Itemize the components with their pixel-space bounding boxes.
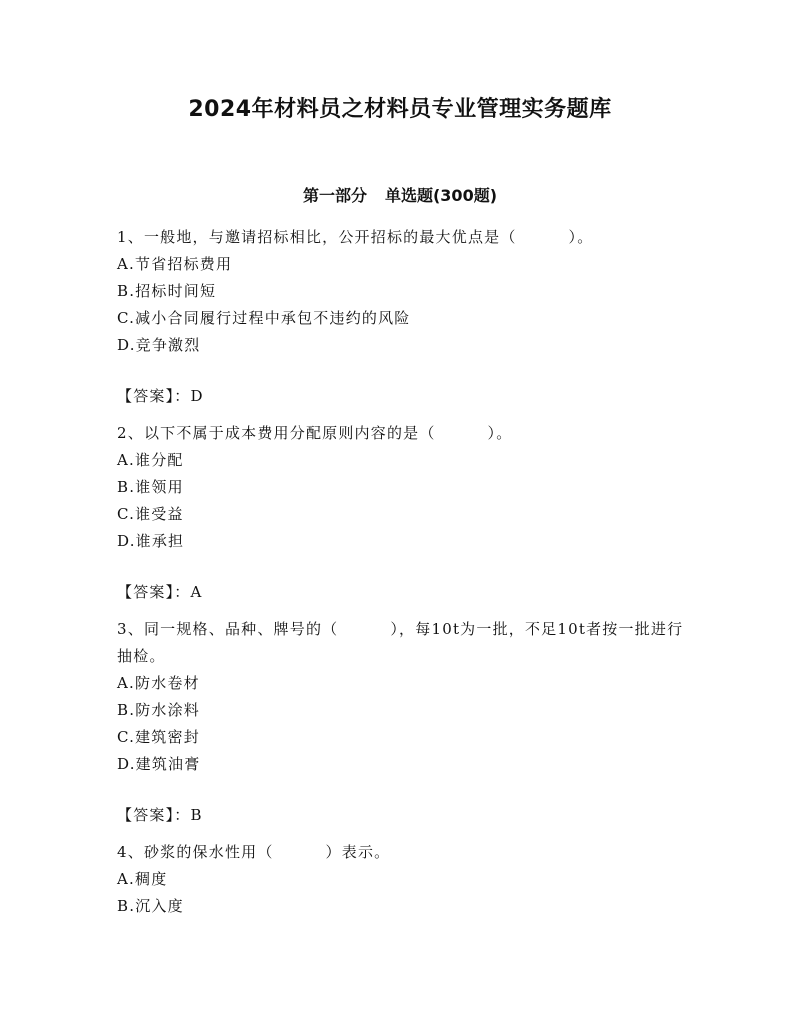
question-list	[117, 224, 687, 920]
question-stem: 3、同一规格、品种、牌号的（ ），每10t为一批，不足10t者按一批进行抽检。	[117, 620, 684, 665]
question-stem: 2、以下不属于成本费用分配原则内容的是（ ）。	[117, 424, 513, 442]
option-list	[117, 251, 687, 359]
question-1	[117, 224, 687, 410]
option-a: A.节省招标费用	[117, 255, 233, 273]
option-d: D.竞争激烈	[117, 336, 201, 354]
option-b: B.谁领用	[117, 478, 184, 496]
answer-line	[117, 579, 687, 606]
option-b: B.沉入度	[117, 897, 184, 915]
answer-value: D	[190, 387, 204, 405]
option-b: B.防水涂料	[117, 701, 200, 719]
document-title: 2024年材料员之材料员专业管理实务题库	[188, 97, 612, 122]
question-3	[117, 616, 687, 829]
option-c: C.谁受益	[117, 505, 184, 523]
section-part: 第一部分	[302, 186, 367, 205]
answer-line	[117, 802, 687, 829]
option-d: D.建筑油膏	[117, 755, 201, 773]
answer-label: 【答案】：	[117, 387, 191, 405]
section-name: 单选题(300题)	[384, 186, 498, 205]
option-list	[117, 866, 687, 920]
answer-value: A	[190, 583, 203, 601]
option-a: A.谁分配	[117, 451, 184, 469]
option-c: C.减小合同履行过程中承包不违约的风险	[117, 309, 411, 327]
answer-value: B	[190, 806, 203, 824]
option-c: C.建筑密封	[117, 728, 200, 746]
option-list	[117, 670, 687, 778]
option-a: A.防水卷材	[117, 674, 200, 692]
question-2	[117, 420, 687, 606]
option-a: A.稠度	[117, 870, 168, 888]
option-b: B.招标时间短	[117, 282, 217, 300]
answer-label: 【答案】：	[117, 806, 191, 824]
option-d: D.谁承担	[117, 532, 185, 550]
question-4	[117, 839, 687, 920]
section-heading	[0, 184, 800, 208]
option-list	[117, 447, 687, 555]
answer-label: 【答案】：	[117, 583, 191, 601]
answer-line	[117, 383, 687, 410]
question-stem: 1、一般地，与邀请招标相比，公开招标的最大优点是（ ）。	[117, 228, 594, 246]
question-stem: 4、砂浆的保水性用（ ）表示。	[117, 843, 391, 861]
